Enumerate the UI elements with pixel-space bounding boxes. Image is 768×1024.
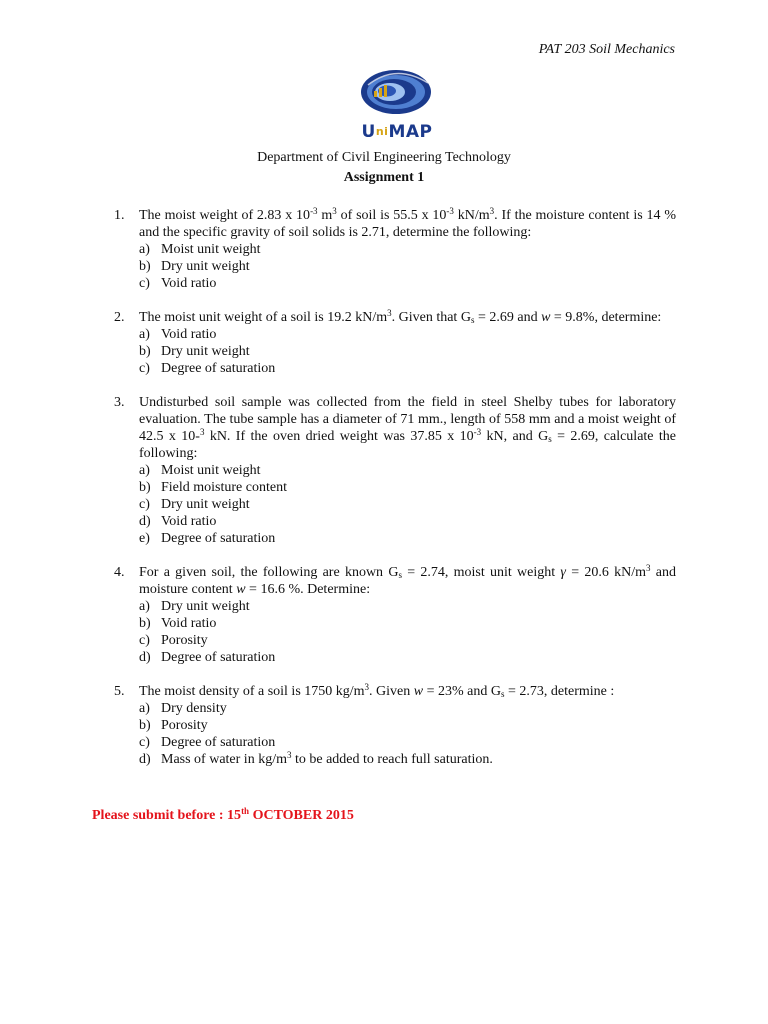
superscript: 3: [286, 750, 292, 760]
sub-question: [139, 717, 676, 734]
text-fragment: Undisturbed soil sample was collected from the field in steel Shelby tubes for laboratory evaluation. The tube sample has a diameter of 71 mm., length of 558 mm and a moist weight of 42.5 x 10-: [139, 395, 676, 444]
superscript: -3: [473, 427, 482, 437]
sub-question: [139, 275, 676, 292]
text-fragment: = 2.69, calculate the following:: [139, 429, 676, 461]
sub-question-letter: c): [139, 633, 150, 648]
question-text: [139, 394, 676, 462]
sub-question-text: Void ratio: [161, 514, 217, 529]
logo-text-ni: ni: [375, 125, 389, 138]
superscript: 3: [332, 206, 337, 216]
question-number: 5.: [114, 684, 125, 699]
symbol-w: w: [236, 582, 246, 597]
sub-question-text: Void ratio: [161, 327, 217, 342]
sub-question-text: Mass of water in kg/m: [161, 752, 287, 767]
logo-text-map: MAP: [388, 122, 433, 142]
question-5: [114, 683, 676, 768]
sub-question-letter: b): [139, 344, 151, 359]
superscript: 3: [387, 308, 392, 318]
sub-question-list: [139, 462, 676, 547]
text-fragment: For a given soil, the following are known G: [139, 565, 399, 580]
sub-question: [139, 258, 676, 275]
subscript: s: [470, 315, 475, 325]
sub-question-text: Moist unit weight: [161, 463, 261, 478]
sub-question: [139, 241, 676, 258]
question-number: 1.: [114, 208, 125, 223]
symbol-gamma: γ: [560, 565, 566, 580]
sub-question-letter: b): [139, 718, 151, 733]
sub-question-list: [139, 326, 676, 377]
sub-question-letter: d): [139, 752, 151, 767]
text-fragment: kN, and G: [481, 429, 549, 444]
superscript: 3: [199, 427, 205, 437]
superscript: 3: [489, 206, 495, 216]
text-fragment: kN/m: [453, 208, 490, 223]
question-list: [114, 207, 676, 785]
sub-question-text: Porosity: [161, 633, 208, 648]
sub-question-letter: a): [139, 327, 150, 342]
sub-question-letter: c): [139, 276, 150, 291]
sub-question: [139, 734, 676, 751]
sub-question: [139, 632, 676, 649]
sub-question-text: Dry density: [161, 701, 227, 716]
text-fragment: = 20.6 kN/m: [565, 565, 647, 580]
sub-question-text: to be added to reach full saturation.: [291, 752, 493, 767]
sub-question-text: Void ratio: [161, 276, 217, 291]
text-fragment: = 9.8%, determine:: [550, 310, 662, 325]
question-3: [114, 394, 676, 547]
sub-question: [139, 496, 676, 513]
department-name: Department of Civil Engineering Technology: [257, 150, 511, 165]
text-fragment: and moisture content: [139, 565, 676, 597]
sub-question: [139, 479, 676, 496]
deadline-text: Please submit before : 15: [92, 808, 242, 823]
sub-question: [139, 530, 676, 547]
sub-question: [139, 360, 676, 377]
symbol-w: w: [541, 310, 551, 325]
sub-question-text: Moist unit weight: [161, 242, 261, 257]
sub-question-letter: b): [139, 616, 151, 631]
text-fragment: . If the moisture content is 14 % and the specific gravity of soil solids is 2.71, determine the following:: [139, 208, 676, 240]
superscript: -3: [310, 206, 318, 216]
subscript: s: [548, 434, 552, 444]
sub-question: [139, 598, 676, 615]
question-number: 4.: [114, 565, 125, 580]
sub-question-text: Dry unit weight: [161, 497, 250, 512]
course-header: PAT 203 Soil Mechanics: [538, 42, 675, 57]
sub-question: [139, 751, 676, 768]
deadline-text: OCTOBER 2015: [249, 808, 354, 823]
sub-question-letter: a): [139, 701, 150, 716]
text-fragment: = 2.74, moist unit weight: [401, 565, 561, 580]
deadline-ordinal: th: [241, 806, 250, 816]
text-fragment: The moist weight of 2.83 x 10: [139, 208, 311, 223]
sub-question-letter: b): [139, 480, 151, 495]
sub-question-letter: a): [139, 463, 150, 478]
sub-question-letter: d): [139, 514, 151, 529]
sub-question-text: Porosity: [161, 718, 208, 733]
text-fragment: kN. If the oven dried weight was 37.85 x 10: [204, 429, 474, 444]
question-text: [139, 683, 676, 700]
text-fragment: The moist unit weight of a soil is 19.2 kN/m: [139, 310, 388, 325]
sub-question-letter: a): [139, 242, 150, 257]
question-text: [139, 207, 676, 241]
text-fragment: . Given: [369, 684, 414, 699]
text-fragment: = 23% and G: [423, 684, 501, 699]
sub-question-text: Degree of saturation: [161, 361, 276, 376]
question-number: 2.: [114, 310, 125, 325]
sub-question: [139, 326, 676, 343]
superscript: -3: [446, 206, 454, 216]
sub-question: [139, 700, 676, 717]
sub-question-letter: c): [139, 361, 150, 376]
sub-question-text: Degree of saturation: [161, 531, 276, 546]
sub-question-text: Degree of saturation: [161, 650, 276, 665]
sub-question-text: Degree of saturation: [161, 735, 276, 750]
text-fragment: = 16.6 %. Determine:: [245, 582, 371, 597]
sub-question-text: Void ratio: [161, 616, 217, 631]
sub-question-letter: c): [139, 497, 150, 512]
sub-question-list: [139, 598, 676, 666]
subscript: s: [501, 689, 505, 699]
text-fragment: m: [317, 208, 333, 223]
assignment-title: Assignment 1: [343, 170, 425, 185]
question-2: [114, 309, 676, 377]
question-text: [139, 309, 676, 326]
question-1: [114, 207, 676, 292]
sub-question: [139, 513, 676, 530]
sub-question-list: [139, 700, 676, 768]
submission-deadline: [92, 808, 354, 824]
sub-question: [139, 343, 676, 360]
sub-question-text: Field moisture content: [161, 480, 287, 495]
question-text: [139, 564, 676, 598]
text-fragment: The moist density of a soil is 1750 kg/m: [139, 684, 365, 699]
sub-question-text: Dry unit weight: [161, 599, 250, 614]
text-fragment: = 2.69 and: [474, 310, 542, 325]
sub-question-text: Dry unit weight: [161, 344, 250, 359]
sub-question-list: [139, 241, 676, 292]
sub-question-text: Dry unit weight: [161, 259, 250, 274]
superscript: 3: [364, 682, 370, 692]
sub-question-letter: e): [139, 531, 150, 546]
text-fragment: = 2.73, determine :: [504, 684, 615, 699]
sub-question-letter: a): [139, 599, 150, 614]
department-line: [0, 150, 768, 166]
superscript: 3: [646, 563, 651, 573]
sub-question: [139, 615, 676, 632]
sub-question-letter: d): [139, 650, 151, 665]
text-fragment: . Given that G: [391, 310, 471, 325]
text-fragment: of soil is 55.5 x 10: [336, 208, 447, 223]
sub-question: [139, 462, 676, 479]
subscript: s: [398, 570, 402, 580]
sub-question-letter: b): [139, 259, 151, 274]
question-number: 3.: [114, 395, 125, 410]
logo-text-u: U: [361, 122, 376, 142]
sub-question-letter: c): [139, 735, 150, 750]
sub-question: [139, 649, 676, 666]
question-4: [114, 564, 676, 666]
symbol-w: w: [413, 684, 424, 699]
